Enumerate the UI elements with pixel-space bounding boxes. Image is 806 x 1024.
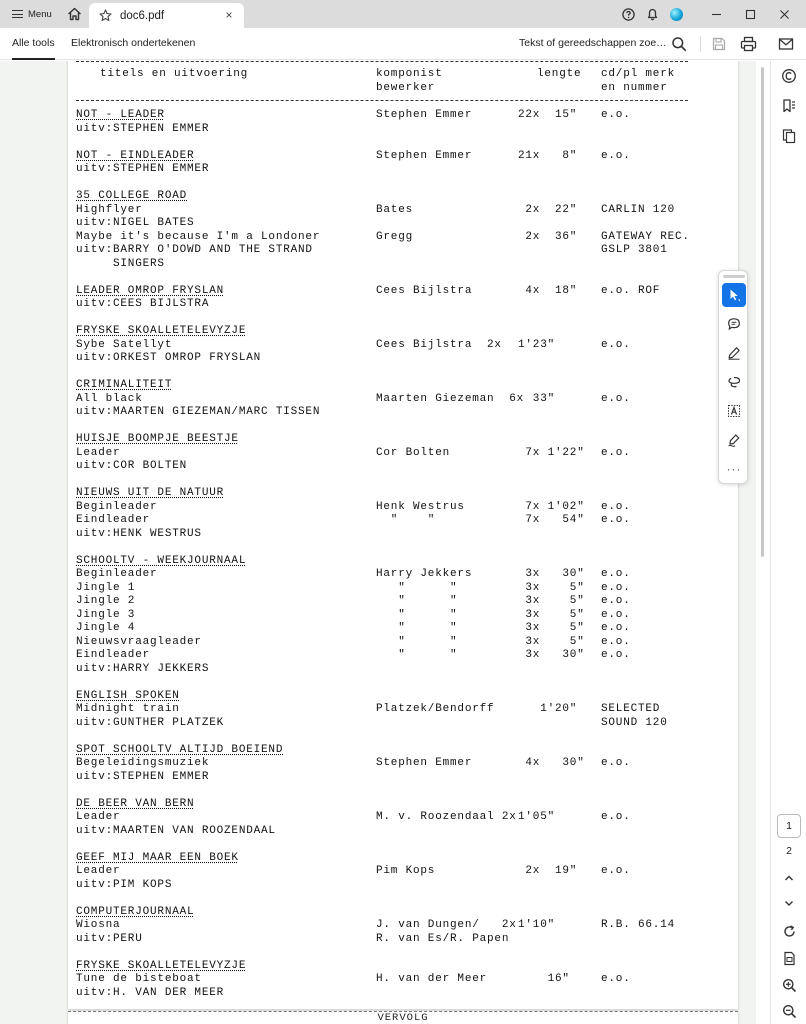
row-cell-c4: CARLIN 120 <box>601 203 676 216</box>
row-cell-c1: Midnight train <box>76 703 180 715</box>
row-cell-c2: M. v. Roozendaal 2x <box>376 811 517 823</box>
signature-pen-icon <box>727 433 741 447</box>
row-cell-c1: uitv:STEPHEN EMMER <box>76 122 210 135</box>
row-cell-c2: J. van Dungen/ 2x <box>376 919 517 931</box>
row-cell-c2: " " <box>376 608 458 621</box>
save-icon[interactable] <box>711 36 727 52</box>
draw-tool-button[interactable] <box>722 370 746 394</box>
rotate-button[interactable] <box>780 922 798 940</box>
row-cell-c3: 3x 30" <box>518 649 585 661</box>
lasso-icon <box>727 375 741 389</box>
pen-icon <box>727 346 741 360</box>
more-tools-button[interactable]: ··· <box>726 462 742 476</box>
row-cell-c4: e.o. <box>601 973 631 985</box>
header-length: lengte <box>537 68 582 80</box>
row-cell-c1: uitv:PIM KOPS <box>76 878 173 891</box>
profile-button[interactable] <box>666 4 686 24</box>
row-cell-c1: Eindleader <box>76 649 151 661</box>
row-cell-c2: " " <box>376 635 458 648</box>
row-cell-c4: R.B. 66.14 <box>601 919 676 931</box>
row-cell-c4: GSLP 3801 <box>601 244 668 256</box>
row-cell-c2: Stephen Emmer <box>376 757 473 769</box>
panel-drag-handle[interactable] <box>723 275 745 278</box>
row-cell-c2: " " <box>376 622 458 634</box>
row-cell-c4: e.o. <box>601 608 631 621</box>
ai-assistant-icon <box>781 68 797 84</box>
zoom-in-button[interactable] <box>780 976 798 994</box>
section-title: FRYSKE SKOALLETELEVYZJE <box>76 959 247 972</box>
row-cell-c3: 7x 1'22" <box>518 446 585 459</box>
section-title: COMPUTERJOURNAAL <box>76 905 195 918</box>
row-cell-c1: uitv:MAARTEN GIEZEMAN/MARC TISSEN <box>76 406 321 418</box>
section-title: SCHOOLTV - WEEKJOURNAAL <box>76 554 247 567</box>
row-cell-c2: Stephen Emmer <box>376 149 473 162</box>
maximize-button[interactable] <box>738 4 762 24</box>
row-cell-c4: e.o. <box>601 811 631 823</box>
star-icon[interactable] <box>99 9 112 22</box>
row-cell-c3: 33" <box>518 392 556 405</box>
section-title: GEEF MIJ MAAR EEN BOEK <box>76 851 239 864</box>
maximize-icon <box>745 9 756 20</box>
continue-label: VERVOLG <box>377 1012 429 1024</box>
home-icon <box>67 7 82 21</box>
row-cell-c4: e.o. <box>601 446 631 459</box>
select-tool-button[interactable] <box>722 283 746 307</box>
row-cell-c3: 3x 5" <box>518 622 585 634</box>
profile-avatar-icon <box>670 8 683 21</box>
text-box-icon <box>727 404 741 418</box>
row-cell-c1: uitv:NIGEL BATES <box>76 217 195 229</box>
row-cell-c2: " " <box>376 595 458 607</box>
row-cell-c3: 1'23" <box>518 338 556 351</box>
row-cell-c1: Leader <box>76 446 121 459</box>
header-titles: titels en uitvoering <box>100 68 249 80</box>
bookmarks-button[interactable] <box>780 97 798 115</box>
header-label-number: en nummer <box>601 82 668 94</box>
row-cell-c4: e.o. <box>601 514 631 526</box>
row-cell-c1: All black <box>76 392 143 405</box>
row-cell-c2: Cees Bijlstra <box>376 284 473 297</box>
close-icon <box>779 9 790 20</box>
vertical-scrollbar[interactable] <box>756 61 768 1024</box>
row-cell-c4: SOUND 120 <box>601 716 668 729</box>
search-icon[interactable] <box>671 36 687 52</box>
row-cell-c2: Bates <box>376 203 414 216</box>
document-viewport[interactable] <box>0 61 768 1024</box>
row-cell-c4: e.o. ROF <box>601 284 661 297</box>
row-cell-c2: Cees Bijlstra 2x <box>376 338 502 351</box>
row-cell-c2: Cor Bolten <box>376 446 451 459</box>
section-title: FRYSKE SKOALLETELEVYZJE <box>76 325 247 337</box>
row-cell-c4: GATEWAY REC. <box>601 230 690 243</box>
header-label: cd/pl merk <box>601 68 676 80</box>
row-cell-c4: e.o. <box>601 568 631 580</box>
row-cell-c4: e.o. <box>601 635 631 648</box>
row-cell-c3: 3x 5" <box>518 635 585 648</box>
add-comment-button[interactable] <box>722 312 746 336</box>
row-cell-c3: 7x 1'02" <box>518 500 585 513</box>
scrollbar-thumb[interactable] <box>761 67 764 557</box>
row-cell-c3: 7x 54" <box>518 514 585 526</box>
pdf-page-2 <box>68 1011 738 1024</box>
pages-button[interactable] <box>780 127 798 145</box>
row-cell-c4: e.o. <box>601 865 631 877</box>
bookmark-icon <box>781 98 797 114</box>
row-cell-c1: Leader <box>76 865 121 877</box>
row-cell-c1: Tune de bisteboat <box>76 973 202 985</box>
row-cell-c1: uitv:GUNTHER PLATZEK <box>76 716 225 729</box>
row-cell-c4: e.o. <box>601 500 631 513</box>
row-cell-c3: 4x 30" <box>518 757 585 769</box>
sign-tool-button[interactable] <box>722 428 746 452</box>
row-cell-c4: e.o. <box>601 757 631 769</box>
add-text-button[interactable] <box>722 399 746 423</box>
row-cell-c3: 3x 5" <box>518 608 585 621</box>
row-cell-c3: 2x 19" <box>518 865 578 877</box>
row-cell-c3: 1'20" <box>518 703 578 715</box>
row-cell-c1: Maybe it's because I'm a Londoner <box>76 230 321 243</box>
section-title: NIEUWS UIT DE NATUUR <box>76 487 225 499</box>
chevron-up-icon <box>783 872 795 884</box>
notifications-button[interactable] <box>642 4 662 24</box>
minimize-icon <box>711 9 722 20</box>
menu-button[interactable] <box>0 0 58 28</box>
page-number-total: 2 <box>786 845 792 857</box>
document-tab[interactable] <box>89 3 244 28</box>
row-cell-c2: Platzek/Bendorff <box>376 703 495 715</box>
quick-tools-panel <box>718 270 748 484</box>
section-title: HUISJE BOOMPJE BEESTJE <box>76 433 239 445</box>
row-cell-c1: Wiosna <box>76 919 121 931</box>
row-cell-c2: Henk Westrus <box>376 500 465 513</box>
row-cell-c3: 21x 8" <box>518 149 578 162</box>
row-cell-c1: uitv:BARRY O'DOWD AND THE STRAND <box>76 244 313 256</box>
section-title: CRIMINALITEIT <box>76 379 173 391</box>
row-cell-c2: " " <box>376 581 458 594</box>
row-cell-c1: SINGERS <box>76 257 165 270</box>
row-cell-c3: 1'05" <box>518 811 556 823</box>
row-cell-c2: Stephen Emmer <box>376 109 473 121</box>
row-cell-c1: uitv:CEES BIJLSTRA <box>76 298 210 310</box>
row-cell-c2: Harry Jekkers <box>376 568 473 580</box>
row-cell-c4: e.o. <box>601 581 631 594</box>
row-cell-c1: uitv:COR BOLTEN <box>76 460 188 472</box>
ai-assistant-button[interactable] <box>780 67 798 85</box>
row-cell-c2: " " <box>376 649 458 661</box>
comment-icon <box>727 317 741 331</box>
row-cell-c4: e.o. <box>601 595 631 607</box>
header-rule-top <box>76 61 688 62</box>
row-cell-c3: 22x 15" <box>518 109 578 121</box>
section-title: DE BEER VAN BERN <box>76 797 195 810</box>
row-cell-c3: 2x 22" <box>518 203 578 216</box>
row-cell-c1: Beginleader <box>76 500 158 513</box>
row-cell-c1: Eindleader <box>76 514 151 526</box>
tool-search-input[interactable]: Tekst of gereedschappen zoe… <box>519 37 667 49</box>
highlight-tool-button[interactable] <box>722 341 746 365</box>
row-cell-c1: Sybe Satellyt <box>76 338 173 351</box>
row-cell-c3: 16" <box>518 973 570 985</box>
row-cell-c4: e.o. <box>601 392 631 405</box>
section-title: LEADER OMROP FRYSLAN <box>76 284 225 297</box>
cursor-arrow-icon <box>727 288 741 302</box>
row-cell-c1: Nieuwsvraagleader <box>76 635 202 648</box>
page-number-current[interactable]: 1 <box>777 814 801 838</box>
browser-tab-bar <box>0 0 806 28</box>
tab-e-sign[interactable]: Elektronisch ondertekenen <box>71 37 196 49</box>
tab-title: doc6.pdf <box>120 9 165 22</box>
row-cell-c1: uitv:HENK WESTRUS <box>76 527 202 540</box>
row-cell-c1: Jingle 3 <box>76 608 136 621</box>
row-cell-c1: uitv:MAARTEN VAN ROOZENDAAL <box>76 824 276 837</box>
row-cell-c1: uitv:ORKEST OMROP FRYSLAN <box>76 352 262 364</box>
row-cell-c2: Maarten Giezeman 6x <box>376 392 525 405</box>
next-page-button[interactable] <box>780 894 798 912</box>
zoom-out-icon <box>782 1004 797 1019</box>
help-button[interactable] <box>618 4 638 24</box>
minimize-button[interactable] <box>704 4 728 24</box>
acrobat-toolbar <box>0 28 806 60</box>
row-cell-c2: " " <box>376 514 436 526</box>
row-cell-c4: e.o. <box>601 649 631 661</box>
row-cell-c2: R. van Es/R. Papen <box>376 932 510 945</box>
previous-page-button[interactable] <box>780 869 798 887</box>
row-cell-c1: Leader <box>76 811 121 823</box>
row-cell-c3: 3x 5" <box>518 581 585 594</box>
row-cell-c3: 3x 30" <box>518 568 585 580</box>
tab-all-tools[interactable]: Alle tools <box>12 28 55 60</box>
zoom-out-button[interactable] <box>780 1002 798 1020</box>
row-cell-c2: H. van der Meer <box>376 973 488 985</box>
window-close-button[interactable] <box>772 4 796 24</box>
row-cell-c1: Beginleader <box>76 568 158 580</box>
bell-icon <box>646 7 659 21</box>
right-side-rail <box>770 61 806 1024</box>
row-cell-c1: uitv:PERU <box>76 932 143 945</box>
row-cell-c3: 2x 36" <box>518 230 578 243</box>
tab-close-icon[interactable]: × <box>225 8 233 22</box>
hamburger-icon <box>12 10 23 18</box>
header-composer: komponist <box>376 68 443 80</box>
row-cell-c4: SELECTED <box>601 703 661 715</box>
row-cell-c2: Pim Kops <box>376 865 436 877</box>
copy-pages-icon <box>781 128 797 144</box>
row-cell-c3: 3x 5" <box>518 595 585 607</box>
toolbar-divider <box>700 36 701 52</box>
row-cell-c4: e.o. <box>601 338 631 351</box>
section-title: ENGLISH SPOKEN <box>76 689 180 702</box>
row-cell-c1: uitv:STEPHEN EMMER <box>76 770 210 783</box>
header-rule-bottom <box>76 100 688 101</box>
pdf-page-1 <box>68 61 738 1009</box>
row-cell-c2: Gregg <box>376 230 414 243</box>
row-cell-c1: Jingle 4 <box>76 622 136 634</box>
menu-label: Menu <box>28 8 52 20</box>
row-cell-c1: Begeleidingsmuziek <box>76 757 210 769</box>
fit-page-icon <box>782 951 797 966</box>
row-cell-c1: uitv:STEPHEN EMMER <box>76 163 210 175</box>
home-button[interactable] <box>62 3 86 25</box>
row-cell-c4: e.o. <box>601 109 631 121</box>
row-cell-c1: Highflyer <box>76 203 143 216</box>
print-icon[interactable] <box>740 36 757 52</box>
rotate-icon <box>782 924 797 939</box>
header-arranger: bewerker <box>376 82 436 94</box>
row-cell-c3: 1'10" <box>518 919 556 931</box>
section-title: NOT - LEADER <box>76 109 165 121</box>
section-title: NOT - EINDLEADER <box>76 149 195 162</box>
zoom-in-icon <box>782 978 797 993</box>
help-icon <box>622 8 635 21</box>
row-cell-c4: e.o. <box>601 149 631 162</box>
fit-page-button[interactable] <box>780 949 798 967</box>
section-title: SPOT SCHOOLTV ALTIJD BOEIEND <box>76 743 284 756</box>
row-cell-c1: Jingle 2 <box>76 595 136 607</box>
row-cell-c1: uitv:HARRY JEKKERS <box>76 662 210 675</box>
row-cell-c1: uitv:H. VAN DER MEER <box>76 986 225 999</box>
chevron-down-icon <box>783 897 795 909</box>
mail-icon[interactable] <box>778 36 794 52</box>
row-cell-c1: Jingle 1 <box>76 581 136 594</box>
row-cell-c3: 4x 18" <box>518 284 578 297</box>
row-cell-c4: e.o. <box>601 622 631 634</box>
section-title: 35 COLLEGE ROAD <box>76 190 188 202</box>
